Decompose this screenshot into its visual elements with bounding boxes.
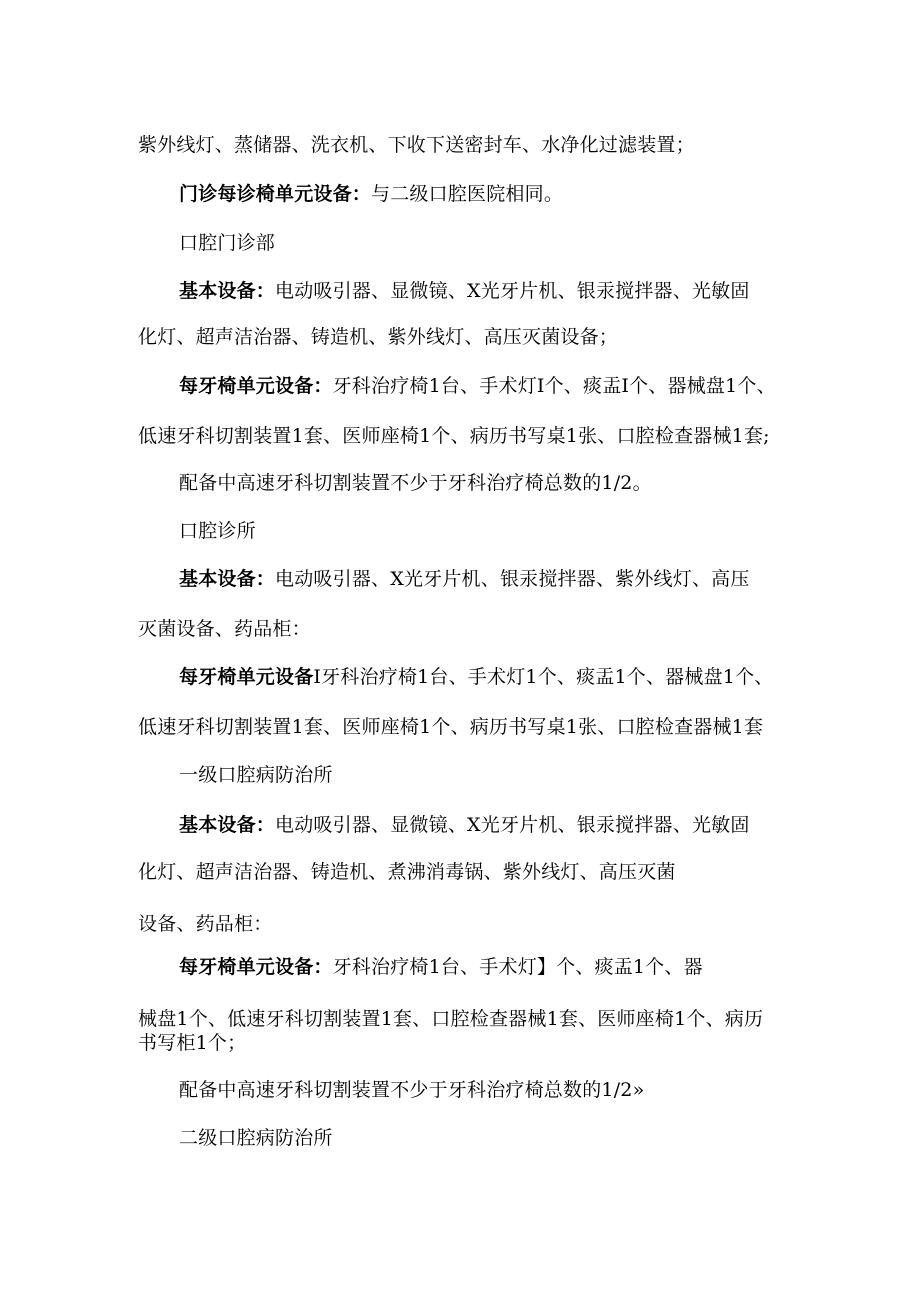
section-heading: 口腔诊所 [179, 520, 256, 542]
text-line: 每牙椅单元设备：牙科治疗椅1台、手术灯】个、痰盂1个、器 [179, 956, 703, 978]
bold-label: 每牙椅单元设备： [179, 956, 333, 978]
text-line: 配备中高速牙科切割装置不少于牙科治疗椅总数的1/2» [179, 1079, 645, 1101]
bold-label: 门诊每诊椅单元设备： [179, 183, 372, 205]
text-line: 低速牙科切割装置1套、医师座椅1个、病历书写桌1张、口腔检查器械1套; [138, 425, 770, 447]
text-line: 化灯、超声洁治器、铸造机、紫外线灯、高压灭菌设备； [138, 326, 619, 348]
text-line: 灭菌设备、药品柜： [138, 618, 311, 640]
bold-label: 基本设备： [179, 568, 276, 590]
text-line: 配备中高速牙科切割装置不少于牙科治疗椅总数的1/2。 [179, 472, 652, 494]
text-line: 基本设备：电动吸引器、显微镜、X光牙片机、银汞搅拌器、光敏固 [179, 814, 750, 836]
bold-label: 每牙椅单元设备 [179, 666, 314, 688]
text-line: 门诊每诊椅单元设备：与二级口腔医院相同。 [179, 183, 564, 205]
text-line: 紫外线灯、蒸储器、洗衣机、下收下送密封车、水净化过滤装置； [138, 134, 695, 156]
text-line: 每牙椅单元设备：牙科治疗椅1台、手术灯I个、痰盂I个、器械盘1个、 [179, 375, 776, 397]
text-line: 低速牙科切割装置1套、医师座椅1个、病历书写桌1张、口腔检查器械1套 [138, 716, 764, 738]
text-line: 书写柜1个； [138, 1032, 247, 1054]
bold-label: 基本设备： [179, 814, 276, 836]
text-line: 设备、药品柜： [138, 913, 273, 935]
section-heading: 二级口腔病防治所 [179, 1127, 333, 1149]
section-heading: 口腔门诊部 [179, 232, 276, 254]
text-line: 基本设备：电动吸引器、显微镜、X光牙片机、银汞搅拌器、光敏固 [179, 280, 750, 302]
section-heading: 一级口腔病防治所 [179, 764, 333, 786]
bold-label: 基本设备： [179, 280, 276, 302]
text-line: 化灯、超声洁治器、铸造机、煮沸消毒锅、紫外线灯、高压灭菌 [138, 861, 676, 883]
bold-label: 每牙椅单元设备： [179, 375, 333, 397]
text-line: 每牙椅单元设备I牙科治疗椅1台、手术灯1个、痰盂1个、器械盘1个、 [179, 666, 774, 688]
text-line: 基本设备：电动吸引器、X光牙片机、银汞搅拌器、紫外线灯、高压 [179, 568, 750, 590]
text-line: 械盘1个、低速牙科切割装置1套、口腔检查器械1套、医师座椅1个、病历 [138, 1008, 764, 1030]
